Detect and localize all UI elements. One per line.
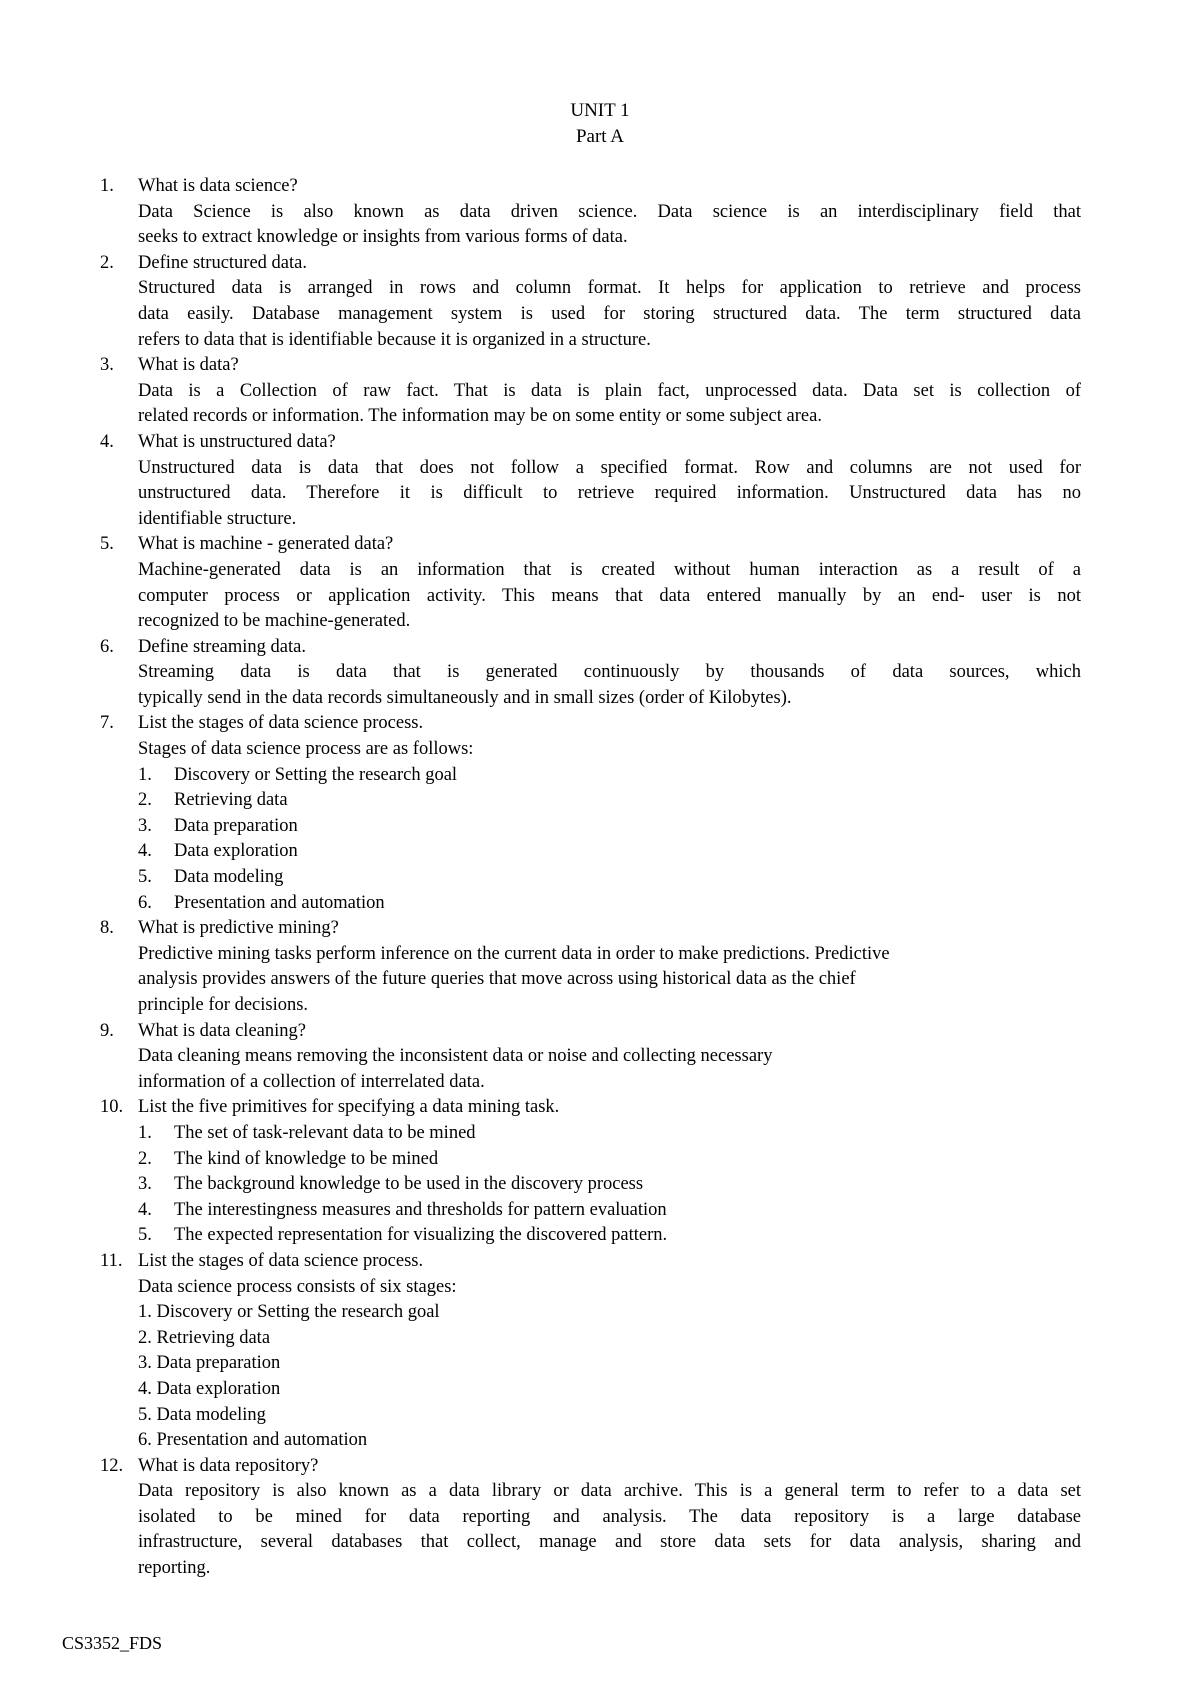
answer-text: computer process or application activity. This means that data entered manually by an end- user is not [138, 585, 1081, 606]
question-number: 11. [100, 1250, 123, 1271]
sub-item-text: Data preparation [174, 815, 298, 836]
question-number: 8. [100, 918, 114, 939]
question-number: 6. [100, 636, 114, 657]
sub-item-text: Discovery or Setting the research goal [174, 764, 458, 785]
answer-text: refers to data that is identifiable because it is organized in a structure. [138, 329, 651, 350]
question-text: What is machine - generated data? [138, 534, 394, 555]
answer-text: 5. Data modeling [138, 1404, 266, 1425]
answer-text: recognized to be machine-generated. [138, 611, 411, 632]
answer-text: Data repository is also known as a data library or data archive. This is a general term to refer to a data set [138, 1481, 1081, 1502]
sub-item-text: The expected representation for visualizing the discovered pattern. [174, 1225, 668, 1246]
question-text: What is unstructured data? [138, 431, 336, 452]
answer-text: reporting. [138, 1558, 211, 1579]
question-text: Define streaming data. [138, 636, 306, 657]
question-text: List the five primitives for specifying a data mining task. [138, 1097, 560, 1118]
sub-item-number: 4. [138, 841, 152, 862]
sub-item-number: 3. [138, 815, 152, 836]
answer-text: Streaming data is data that is generated continuously by thousands of data sources, which [138, 662, 1081, 683]
sub-item-text: Retrieving data [174, 790, 288, 811]
part-subtitle: Part A [575, 126, 625, 147]
sub-item-text: The background knowledge to be used in the discovery process [174, 1174, 644, 1195]
sub-item-number: 3. [138, 1174, 152, 1195]
answer-text: 2. Retrieving data [138, 1327, 271, 1348]
answer-text: Structured data is arranged in rows and column format. It helps for application to retrieve and process [138, 278, 1081, 299]
question-number: 3. [100, 355, 114, 376]
sub-item-text: Presentation and automation [174, 892, 385, 913]
answer-text: identifiable structure. [138, 508, 297, 529]
answer-text: unstructured data. Therefore it is difficult to retrieve required information. Unstructured data has no [138, 483, 1081, 504]
question-text: What is data science? [138, 176, 298, 196]
unit-title: UNIT 1 [570, 100, 630, 121]
answer-text: 1. Discovery or Setting the research goal [138, 1302, 440, 1323]
sub-item-number: 5. [138, 1225, 152, 1246]
sub-item-text: Data modeling [174, 867, 284, 888]
sub-item-text: The kind of knowledge to be mined [174, 1148, 439, 1169]
question-text: List the stages of data science process. [138, 713, 424, 734]
question-text: What is data cleaning? [138, 1020, 306, 1041]
answer-text: Machine-generated data is an information that is created without human interaction as a result of a [138, 559, 1081, 580]
answer-text: Data Science is also known as data driven science. Data science is an interdisciplinary field that [138, 201, 1081, 222]
answer-text: Data cleaning means removing the inconsistent data or noise and collecting necessary [138, 1046, 773, 1067]
answer-text: 4. Data exploration [138, 1378, 281, 1399]
answer-text: seeks to extract knowledge or insights from various forms of data. [138, 227, 628, 248]
answer-text: 6. Presentation and automation [138, 1430, 368, 1451]
question-number: 1. [100, 176, 114, 196]
question-text: Define structured data. [138, 252, 307, 273]
question-text: List the stages of data science process. [138, 1250, 424, 1271]
answer-text: Unstructured data is data that does not follow a specified format. Row and columns are not used for [138, 457, 1081, 478]
answer-text: analysis provides answers of the future queries that move across using historical data as the chief [138, 969, 856, 990]
answer-text: typically send in the data records simultaneously and in small sizes (order of Kilobytes). [138, 687, 792, 708]
sub-item-number: 2. [138, 1148, 152, 1169]
question-number: 12. [100, 1455, 124, 1476]
sub-item-number: 5. [138, 867, 152, 888]
question-text: What is predictive mining? [138, 918, 339, 939]
question-text: What is data? [138, 355, 239, 376]
course-code-footer: CS3352_FDS [62, 1633, 163, 1653]
answer-text: Predictive mining tasks perform inference on the current data in order to make predictions. Predictive [138, 943, 890, 964]
sub-item-number: 2. [138, 790, 152, 811]
sub-item-number: 1. [138, 764, 152, 785]
answer-text: isolated to be mined for data reporting and analysis. The data repository is a large database [138, 1506, 1081, 1527]
question-number: 10. [100, 1097, 124, 1118]
answer-text: related records or information. The information may be on some entity or some subject area. [138, 406, 822, 427]
answer-text: Data science process consists of six stages: [138, 1276, 457, 1297]
sub-item-text: The set of task-relevant data to be mined [174, 1122, 476, 1143]
sub-item-number: 6. [138, 892, 152, 913]
question-text: What is data repository? [138, 1455, 319, 1476]
sub-item-text: The interestingness measures and thresholds for pattern evaluation [174, 1199, 667, 1220]
sub-item-number: 1. [138, 1122, 152, 1143]
question-number: 4. [100, 431, 114, 452]
answer-text: Stages of data science process are as follows: [138, 739, 474, 760]
question-number: 2. [100, 252, 114, 273]
question-number: 7. [100, 713, 114, 734]
answer-text: information of a collection of interrelated data. [138, 1071, 485, 1092]
sub-item-text: Data exploration [174, 841, 298, 862]
answer-text: infrastructure, several databases that collect, manage and store data sets for data analysis, sharing and [138, 1532, 1081, 1553]
question-number: 9. [100, 1020, 114, 1041]
answer-text: Data is a Collection of raw fact. That is data is plain fact, unprocessed data. Data set is collection of [138, 380, 1081, 401]
question-number: 5. [100, 534, 114, 555]
sub-item-number: 4. [138, 1199, 152, 1220]
answer-text: 3. Data preparation [138, 1353, 281, 1374]
answer-text: principle for decisions. [138, 995, 309, 1015]
answer-text: data easily. Database management system is used for storing structured data. The term structured data [138, 303, 1081, 324]
